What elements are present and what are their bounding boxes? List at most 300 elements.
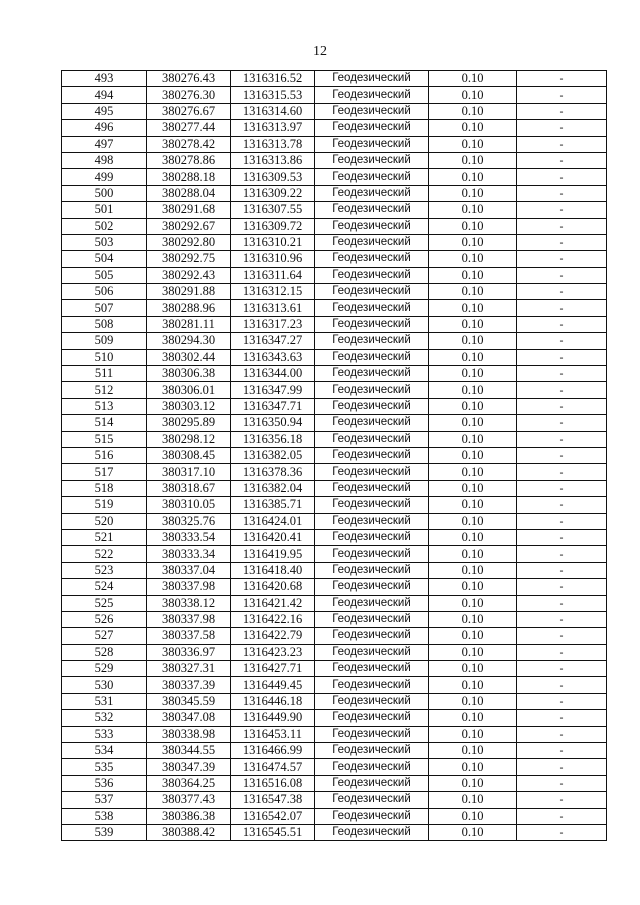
note-cell: -	[517, 349, 607, 365]
y-coordinate-cell: 1316382.05	[231, 447, 315, 463]
table-row	[62, 382, 607, 398]
accuracy-cell: 0.10	[429, 251, 517, 267]
table-row	[62, 792, 607, 808]
x-coordinate-cell: 380386.38	[147, 808, 231, 824]
accuracy-cell: 0.10	[429, 120, 517, 136]
method-cell: Геодезический	[315, 611, 429, 627]
point-number-cell: 516	[62, 447, 147, 463]
x-coordinate-cell: 380337.58	[147, 628, 231, 644]
accuracy-cell: 0.10	[429, 824, 517, 840]
table-row	[62, 234, 607, 250]
note-cell: -	[517, 333, 607, 349]
note-cell: -	[517, 480, 607, 496]
method-cell: Геодезический	[315, 546, 429, 562]
note-cell: -	[517, 267, 607, 283]
point-number-cell: 502	[62, 218, 147, 234]
point-number-cell: 521	[62, 529, 147, 545]
note-cell: -	[517, 775, 607, 791]
x-coordinate-cell: 380333.34	[147, 546, 231, 562]
accuracy-cell: 0.10	[429, 579, 517, 595]
y-coordinate-cell: 1316313.86	[231, 152, 315, 168]
point-number-cell: 510	[62, 349, 147, 365]
note-cell: -	[517, 808, 607, 824]
y-coordinate-cell: 1316347.27	[231, 333, 315, 349]
accuracy-cell: 0.10	[429, 693, 517, 709]
note-cell: -	[517, 251, 607, 267]
point-number-cell: 520	[62, 513, 147, 529]
accuracy-cell: 0.10	[429, 497, 517, 513]
table-row	[62, 447, 607, 463]
point-number-cell: 532	[62, 710, 147, 726]
y-coordinate-cell: 1316309.72	[231, 218, 315, 234]
accuracy-cell: 0.10	[429, 300, 517, 316]
y-coordinate-cell: 1316424.01	[231, 513, 315, 529]
x-coordinate-cell: 380295.89	[147, 415, 231, 431]
note-cell: -	[517, 743, 607, 759]
method-cell: Геодезический	[315, 628, 429, 644]
coordinates-table-body	[62, 71, 607, 841]
note-cell: -	[517, 447, 607, 463]
y-coordinate-cell: 1316382.04	[231, 480, 315, 496]
table-row	[62, 316, 607, 332]
x-coordinate-cell: 380337.98	[147, 579, 231, 595]
x-coordinate-cell: 380344.55	[147, 743, 231, 759]
x-coordinate-cell: 380377.43	[147, 792, 231, 808]
x-coordinate-cell: 380337.04	[147, 562, 231, 578]
y-coordinate-cell: 1316474.57	[231, 759, 315, 775]
method-cell: Геодезический	[315, 87, 429, 103]
x-coordinate-cell: 380281.11	[147, 316, 231, 332]
table-row	[62, 185, 607, 201]
x-coordinate-cell: 380337.98	[147, 611, 231, 627]
y-coordinate-cell: 1316466.99	[231, 743, 315, 759]
note-cell: -	[517, 693, 607, 709]
point-number-cell: 496	[62, 120, 147, 136]
point-number-cell: 539	[62, 824, 147, 840]
y-coordinate-cell: 1316378.36	[231, 464, 315, 480]
table-row	[62, 628, 607, 644]
table-row	[62, 595, 607, 611]
x-coordinate-cell: 380318.67	[147, 480, 231, 496]
table-row	[62, 366, 607, 382]
table-row	[62, 480, 607, 496]
point-number-cell: 523	[62, 562, 147, 578]
method-cell: Геодезический	[315, 464, 429, 480]
point-number-cell: 509	[62, 333, 147, 349]
method-cell: Геодезический	[315, 513, 429, 529]
point-number-cell: 533	[62, 726, 147, 742]
method-cell: Геодезический	[315, 644, 429, 660]
point-number-cell: 507	[62, 300, 147, 316]
note-cell: -	[517, 710, 607, 726]
y-coordinate-cell: 1316309.53	[231, 169, 315, 185]
y-coordinate-cell: 1316420.41	[231, 529, 315, 545]
x-coordinate-cell: 380292.75	[147, 251, 231, 267]
accuracy-cell: 0.10	[429, 447, 517, 463]
note-cell: -	[517, 152, 607, 168]
accuracy-cell: 0.10	[429, 267, 517, 283]
method-cell: Геодезический	[315, 693, 429, 709]
method-cell: Геодезический	[315, 661, 429, 677]
method-cell: Геодезический	[315, 808, 429, 824]
table-row	[62, 71, 607, 87]
x-coordinate-cell: 380291.88	[147, 284, 231, 300]
y-coordinate-cell: 1316356.18	[231, 431, 315, 447]
table-row	[62, 333, 607, 349]
point-number-cell: 515	[62, 431, 147, 447]
point-number-cell: 514	[62, 415, 147, 431]
point-number-cell: 531	[62, 693, 147, 709]
point-number-cell: 512	[62, 382, 147, 398]
table-row	[62, 202, 607, 218]
y-coordinate-cell: 1316547.38	[231, 792, 315, 808]
note-cell: -	[517, 415, 607, 431]
accuracy-cell: 0.10	[429, 644, 517, 660]
method-cell: Геодезический	[315, 251, 429, 267]
point-number-cell: 529	[62, 661, 147, 677]
method-cell: Геодезический	[315, 824, 429, 840]
point-number-cell: 522	[62, 546, 147, 562]
table-row	[62, 152, 607, 168]
point-number-cell: 505	[62, 267, 147, 283]
point-number-cell: 535	[62, 759, 147, 775]
method-cell: Геодезический	[315, 759, 429, 775]
method-cell: Геодезический	[315, 398, 429, 414]
accuracy-cell: 0.10	[429, 415, 517, 431]
accuracy-cell: 0.10	[429, 562, 517, 578]
x-coordinate-cell: 380345.59	[147, 693, 231, 709]
method-cell: Геодезический	[315, 677, 429, 693]
point-number-cell: 538	[62, 808, 147, 824]
x-coordinate-cell: 380308.45	[147, 447, 231, 463]
table-row	[62, 415, 607, 431]
y-coordinate-cell: 1316316.52	[231, 71, 315, 87]
point-number-cell: 511	[62, 366, 147, 382]
y-coordinate-cell: 1316313.78	[231, 136, 315, 152]
accuracy-cell: 0.10	[429, 398, 517, 414]
note-cell: -	[517, 366, 607, 382]
note-cell: -	[517, 382, 607, 398]
x-coordinate-cell: 380302.44	[147, 349, 231, 365]
note-cell: -	[517, 661, 607, 677]
y-coordinate-cell: 1316314.60	[231, 103, 315, 119]
note-cell: -	[517, 202, 607, 218]
table-row	[62, 398, 607, 414]
x-coordinate-cell: 380298.12	[147, 431, 231, 447]
method-cell: Геодезический	[315, 579, 429, 595]
accuracy-cell: 0.10	[429, 464, 517, 480]
accuracy-cell: 0.10	[429, 71, 517, 87]
x-coordinate-cell: 380291.68	[147, 202, 231, 218]
y-coordinate-cell: 1316317.23	[231, 316, 315, 332]
x-coordinate-cell: 380333.54	[147, 529, 231, 545]
table-row	[62, 300, 607, 316]
y-coordinate-cell: 1316344.00	[231, 366, 315, 382]
note-cell: -	[517, 513, 607, 529]
method-cell: Геодезический	[315, 202, 429, 218]
method-cell: Геодезический	[315, 316, 429, 332]
accuracy-cell: 0.10	[429, 710, 517, 726]
y-coordinate-cell: 1316350.94	[231, 415, 315, 431]
note-cell: -	[517, 792, 607, 808]
y-coordinate-cell: 1316422.79	[231, 628, 315, 644]
x-coordinate-cell: 380294.30	[147, 333, 231, 349]
y-coordinate-cell: 1316419.95	[231, 546, 315, 562]
x-coordinate-cell: 380337.39	[147, 677, 231, 693]
point-number-cell: 501	[62, 202, 147, 218]
note-cell: -	[517, 284, 607, 300]
x-coordinate-cell: 380347.39	[147, 759, 231, 775]
x-coordinate-cell: 380388.42	[147, 824, 231, 840]
table-row	[62, 677, 607, 693]
method-cell: Геодезический	[315, 234, 429, 250]
point-number-cell: 504	[62, 251, 147, 267]
method-cell: Геодезический	[315, 447, 429, 463]
method-cell: Геодезический	[315, 267, 429, 283]
table-row	[62, 808, 607, 824]
y-coordinate-cell: 1316343.63	[231, 349, 315, 365]
table-row	[62, 497, 607, 513]
table-row	[62, 644, 607, 660]
note-cell: -	[517, 398, 607, 414]
table-row	[62, 693, 607, 709]
x-coordinate-cell: 380364.25	[147, 775, 231, 791]
point-number-cell: 495	[62, 103, 147, 119]
method-cell: Геодезический	[315, 152, 429, 168]
y-coordinate-cell: 1316422.16	[231, 611, 315, 627]
point-number-cell: 517	[62, 464, 147, 480]
method-cell: Геодезический	[315, 103, 429, 119]
method-cell: Геодезический	[315, 562, 429, 578]
method-cell: Геодезический	[315, 595, 429, 611]
accuracy-cell: 0.10	[429, 218, 517, 234]
accuracy-cell: 0.10	[429, 743, 517, 759]
x-coordinate-cell: 380306.38	[147, 366, 231, 382]
method-cell: Геодезический	[315, 71, 429, 87]
table-row	[62, 726, 607, 742]
table-row	[62, 529, 607, 545]
y-coordinate-cell: 1316312.15	[231, 284, 315, 300]
page-number: 12	[313, 44, 327, 59]
point-number-cell: 537	[62, 792, 147, 808]
method-cell: Геодезический	[315, 366, 429, 382]
note-cell: -	[517, 759, 607, 775]
y-coordinate-cell: 1316385.71	[231, 497, 315, 513]
point-number-cell: 493	[62, 71, 147, 87]
table-row	[62, 349, 607, 365]
table-row	[62, 562, 607, 578]
accuracy-cell: 0.10	[429, 726, 517, 742]
point-number-cell: 528	[62, 644, 147, 660]
point-number-cell: 524	[62, 579, 147, 595]
table-row	[62, 284, 607, 300]
accuracy-cell: 0.10	[429, 546, 517, 562]
note-cell: -	[517, 71, 607, 87]
x-coordinate-cell: 380288.96	[147, 300, 231, 316]
method-cell: Геодезический	[315, 169, 429, 185]
x-coordinate-cell: 380338.98	[147, 726, 231, 742]
table-row	[62, 218, 607, 234]
y-coordinate-cell: 1316423.23	[231, 644, 315, 660]
accuracy-cell: 0.10	[429, 480, 517, 496]
y-coordinate-cell: 1316418.40	[231, 562, 315, 578]
note-cell: -	[517, 136, 607, 152]
method-cell: Геодезический	[315, 497, 429, 513]
method-cell: Геодезический	[315, 185, 429, 201]
method-cell: Геодезический	[315, 743, 429, 759]
table-row	[62, 546, 607, 562]
note-cell: -	[517, 464, 607, 480]
method-cell: Геодезический	[315, 775, 429, 791]
point-number-cell: 500	[62, 185, 147, 201]
accuracy-cell: 0.10	[429, 152, 517, 168]
point-number-cell: 536	[62, 775, 147, 791]
table-row	[62, 251, 607, 267]
note-cell: -	[517, 579, 607, 595]
table-row	[62, 513, 607, 529]
note-cell: -	[517, 431, 607, 447]
y-coordinate-cell: 1316446.18	[231, 693, 315, 709]
accuracy-cell: 0.10	[429, 759, 517, 775]
point-number-cell: 508	[62, 316, 147, 332]
x-coordinate-cell: 380278.42	[147, 136, 231, 152]
y-coordinate-cell: 1316310.21	[231, 234, 315, 250]
accuracy-cell: 0.10	[429, 349, 517, 365]
point-number-cell: 494	[62, 87, 147, 103]
table-row	[62, 611, 607, 627]
x-coordinate-cell: 380292.67	[147, 218, 231, 234]
x-coordinate-cell: 380306.01	[147, 382, 231, 398]
note-cell: -	[517, 546, 607, 562]
accuracy-cell: 0.10	[429, 431, 517, 447]
note-cell: -	[517, 218, 607, 234]
table-row	[62, 267, 607, 283]
accuracy-cell: 0.10	[429, 628, 517, 644]
note-cell: -	[517, 644, 607, 660]
y-coordinate-cell: 1316311.64	[231, 267, 315, 283]
note-cell: -	[517, 824, 607, 840]
accuracy-cell: 0.10	[429, 677, 517, 693]
note-cell: -	[517, 234, 607, 250]
note-cell: -	[517, 726, 607, 742]
method-cell: Геодезический	[315, 710, 429, 726]
y-coordinate-cell: 1316542.07	[231, 808, 315, 824]
accuracy-cell: 0.10	[429, 333, 517, 349]
x-coordinate-cell: 380317.10	[147, 464, 231, 480]
y-coordinate-cell: 1316421.42	[231, 595, 315, 611]
point-number-cell: 513	[62, 398, 147, 414]
y-coordinate-cell: 1316449.90	[231, 710, 315, 726]
table-row	[62, 743, 607, 759]
method-cell: Геодезический	[315, 726, 429, 742]
coordinates-table	[61, 70, 607, 841]
note-cell: -	[517, 562, 607, 578]
method-cell: Геодезический	[315, 300, 429, 316]
y-coordinate-cell: 1316347.99	[231, 382, 315, 398]
method-cell: Геодезический	[315, 431, 429, 447]
table-row	[62, 710, 607, 726]
note-cell: -	[517, 120, 607, 136]
note-cell: -	[517, 316, 607, 332]
accuracy-cell: 0.10	[429, 595, 517, 611]
method-cell: Геодезический	[315, 792, 429, 808]
x-coordinate-cell: 380327.31	[147, 661, 231, 677]
y-coordinate-cell: 1316307.55	[231, 202, 315, 218]
x-coordinate-cell: 380288.18	[147, 169, 231, 185]
x-coordinate-cell: 380338.12	[147, 595, 231, 611]
method-cell: Геодезический	[315, 120, 429, 136]
accuracy-cell: 0.10	[429, 808, 517, 824]
method-cell: Геодезический	[315, 136, 429, 152]
note-cell: -	[517, 169, 607, 185]
y-coordinate-cell: 1316313.61	[231, 300, 315, 316]
table-row	[62, 824, 607, 840]
point-number-cell: 506	[62, 284, 147, 300]
y-coordinate-cell: 1316313.97	[231, 120, 315, 136]
y-coordinate-cell: 1316516.08	[231, 775, 315, 791]
table-row	[62, 759, 607, 775]
point-number-cell: 530	[62, 677, 147, 693]
point-number-cell: 497	[62, 136, 147, 152]
note-cell: -	[517, 497, 607, 513]
y-coordinate-cell: 1316449.45	[231, 677, 315, 693]
point-number-cell: 534	[62, 743, 147, 759]
method-cell: Геодезический	[315, 218, 429, 234]
accuracy-cell: 0.10	[429, 529, 517, 545]
x-coordinate-cell: 380292.43	[147, 267, 231, 283]
accuracy-cell: 0.10	[429, 202, 517, 218]
point-number-cell: 503	[62, 234, 147, 250]
x-coordinate-cell: 380303.12	[147, 398, 231, 414]
note-cell: -	[517, 185, 607, 201]
table-row	[62, 464, 607, 480]
x-coordinate-cell: 380288.04	[147, 185, 231, 201]
method-cell: Геодезический	[315, 333, 429, 349]
point-number-cell: 499	[62, 169, 147, 185]
point-number-cell: 525	[62, 595, 147, 611]
y-coordinate-cell: 1316315.53	[231, 87, 315, 103]
accuracy-cell: 0.10	[429, 775, 517, 791]
point-number-cell: 519	[62, 497, 147, 513]
y-coordinate-cell: 1316427.71	[231, 661, 315, 677]
accuracy-cell: 0.10	[429, 661, 517, 677]
x-coordinate-cell: 380347.08	[147, 710, 231, 726]
note-cell: -	[517, 595, 607, 611]
y-coordinate-cell: 1316545.51	[231, 824, 315, 840]
table-row	[62, 136, 607, 152]
y-coordinate-cell: 1316347.71	[231, 398, 315, 414]
x-coordinate-cell: 380325.76	[147, 513, 231, 529]
x-coordinate-cell: 380278.86	[147, 152, 231, 168]
y-coordinate-cell: 1316453.11	[231, 726, 315, 742]
x-coordinate-cell: 380276.43	[147, 71, 231, 87]
x-coordinate-cell: 380336.97	[147, 644, 231, 660]
y-coordinate-cell: 1316420.68	[231, 579, 315, 595]
table-row	[62, 579, 607, 595]
x-coordinate-cell: 380292.80	[147, 234, 231, 250]
point-number-cell: 527	[62, 628, 147, 644]
table-row	[62, 775, 607, 791]
accuracy-cell: 0.10	[429, 185, 517, 201]
method-cell: Геодезический	[315, 415, 429, 431]
note-cell: -	[517, 628, 607, 644]
table-row	[62, 661, 607, 677]
y-coordinate-cell: 1316310.96	[231, 251, 315, 267]
note-cell: -	[517, 529, 607, 545]
table-row	[62, 169, 607, 185]
accuracy-cell: 0.10	[429, 611, 517, 627]
table-row	[62, 103, 607, 119]
